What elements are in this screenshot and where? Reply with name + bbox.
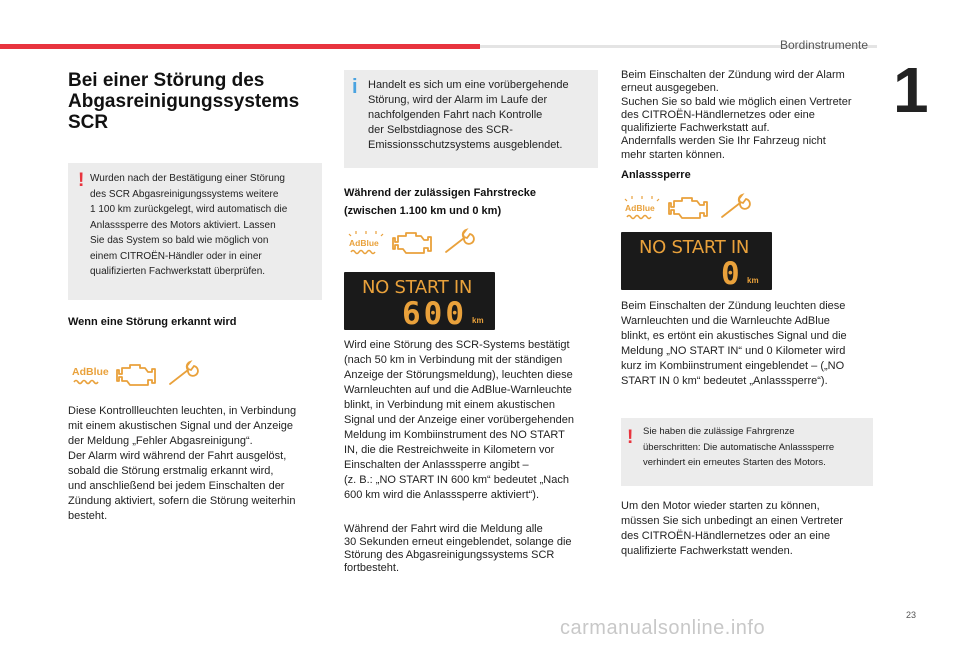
text-line: IN, die die Restreichweite in Kilometern vor bbox=[344, 444, 555, 456]
text-line: Sie haben die zulässige Fahrgrenze bbox=[643, 426, 795, 437]
text-line: Wird eine Störung des SCR-Systems bestätigt bbox=[344, 339, 570, 351]
display-no-start-0 bbox=[621, 232, 772, 290]
text-line: überschritten: Die automatische Anlasssperre bbox=[643, 441, 835, 453]
adblue-warning-icon bbox=[346, 228, 386, 258]
text-line: Störung des Abgasreinigungssystems SCR bbox=[344, 549, 555, 561]
text-line: besteht. bbox=[68, 510, 108, 522]
text-line: mit einem akustischen Signal und der Anzeige bbox=[68, 420, 294, 432]
svg-text:AdBlue: AdBlue bbox=[625, 203, 655, 213]
text-line: (nach 50 km in Verbindung mit der ständigen bbox=[344, 354, 563, 366]
info-box bbox=[344, 70, 598, 168]
page-number: 23 bbox=[906, 610, 917, 620]
text-line: mehr starten können. bbox=[621, 148, 725, 161]
heading-line: Bei einer Störung des bbox=[68, 70, 265, 91]
text-line: Suchen Sie so bald wie möglich einen Vertreter bbox=[621, 95, 852, 108]
watermark: carmanualsonline.info bbox=[560, 617, 766, 639]
text-line: müssen Sie sich unbedingt an einen Vertreter bbox=[621, 515, 843, 527]
text-line: erneut ausgegeben. bbox=[621, 82, 719, 95]
text-line: nachfolgenden Fahrt nach Kontrolle bbox=[368, 109, 543, 121]
text-line: qualifizierte Fachwerkstatt wenden. bbox=[621, 545, 793, 557]
chapter-number: 1 bbox=[893, 54, 929, 126]
page-heading bbox=[68, 70, 318, 133]
text-line: des CITROËN-Händlernetzes oder an eine bbox=[621, 530, 831, 542]
text-line: 30 Sekunden erneut eingeblendet, solange die bbox=[344, 536, 572, 548]
text-line: Wurden nach der Bestätigung einer Störung bbox=[90, 173, 285, 184]
lcd-distance-value: 0 bbox=[721, 256, 740, 292]
warning-icons-row bbox=[346, 228, 478, 258]
service-wrench-icon bbox=[718, 193, 754, 223]
lcd-message: NO START IN bbox=[639, 237, 750, 258]
text-line: und anschließend bei jedem Einschalten der bbox=[68, 480, 285, 492]
text-line: fortbesteht. bbox=[344, 562, 400, 574]
engine-warning-icon bbox=[668, 193, 712, 223]
text-line: Während der Fahrt wird die Meldung alle bbox=[344, 523, 543, 535]
text-line: Signal und der Anzeige einer vorübergehenden bbox=[344, 414, 574, 426]
warning-exclamation-icon: ! bbox=[627, 427, 634, 448]
text-line: der Selbstdiagnose des SCR- bbox=[368, 124, 513, 136]
text-line: Anzeige der Störungsmeldung), leuchten diese bbox=[344, 369, 573, 381]
lcd-distance-value: 600 bbox=[402, 296, 467, 332]
warning-box bbox=[621, 418, 873, 486]
heading-line: Abgasreinigungssystems bbox=[68, 91, 300, 112]
text-line: Emissionsschutzsystems ausgeblendet. bbox=[368, 139, 563, 151]
body-text-fault bbox=[68, 404, 324, 524]
svg-text:AdBlue: AdBlue bbox=[72, 366, 109, 378]
warning-text bbox=[90, 171, 320, 280]
text-line: 1 100 km zurückgelegt, wird automatisch die bbox=[90, 204, 288, 215]
heading-line: SCR bbox=[68, 112, 109, 133]
display-no-start-600 bbox=[344, 272, 495, 330]
text-line: Andernfalls werden Sie Ihr Fahrzeug nicht bbox=[621, 135, 826, 148]
subheading-permitted-range bbox=[344, 184, 598, 220]
info-icon: i bbox=[352, 76, 358, 98]
text-line: qualifizierte Fachwerkstatt auf. bbox=[621, 122, 770, 135]
text-line: Meldung „NO START IN“ und 0 Kilometer wird bbox=[621, 345, 846, 357]
text-line: Handelt es sich um eine vorübergehende bbox=[368, 79, 569, 91]
adblue-warning-icon bbox=[622, 193, 662, 223]
body-text-start-lock bbox=[621, 299, 883, 389]
engine-warning-icon bbox=[116, 360, 160, 390]
service-wrench-icon bbox=[166, 360, 202, 390]
text-line: START IN 0 km“ bedeutet „Anlasssperre“). bbox=[621, 375, 828, 387]
text-line: qualifizierten Fachwerkstatt überprüfen. bbox=[90, 266, 266, 277]
adblue-warning-icon bbox=[70, 360, 110, 390]
lcd-unit: km bbox=[747, 276, 759, 285]
body-text-repeat bbox=[344, 523, 600, 575]
text-line: Während der zulässigen Fahrstrecke bbox=[344, 187, 536, 199]
text-line: Sie das System so bald wie möglich von bbox=[90, 235, 269, 246]
text-line: des CITROËN-Händlernetzes oder eine bbox=[621, 108, 815, 121]
text-line: der Meldung „Fehler Abgasreinigung“. bbox=[68, 435, 253, 447]
text-line: Um den Motor wieder starten zu können, bbox=[621, 500, 820, 512]
text-line: blinkt, es ertönt ein akustisches Signal und die bbox=[621, 330, 847, 342]
warning-exclamation-icon: ! bbox=[78, 170, 85, 191]
text-line: Einschalten der Anlasssperre angibt – bbox=[344, 459, 529, 471]
text-line: kurz im Kombiinstrument eingeblendet – („NO bbox=[621, 360, 845, 372]
text-line: blinkt, in Verbindung mit einem akustischen bbox=[344, 399, 555, 411]
text-line: (zwischen 1.100 km und 0 km) bbox=[344, 205, 502, 217]
text-line: Störung, wird der Alarm im Laufe der bbox=[368, 94, 548, 106]
text-line: Warnleuchten und die Warnleuchte AdBlue bbox=[621, 315, 830, 327]
warning-icons-row bbox=[70, 360, 202, 390]
text-line: Anlasssperre des Motors aktiviert. Lassen bbox=[90, 219, 276, 231]
subheading-fault-detected: Wenn eine Störung erkannt wird bbox=[68, 316, 237, 328]
svg-text:AdBlue: AdBlue bbox=[349, 238, 379, 248]
service-wrench-icon bbox=[442, 228, 478, 258]
warning-box bbox=[68, 163, 322, 300]
text-line: des SCR Abgasreinigungssystems weitere bbox=[90, 188, 279, 200]
engine-warning-icon bbox=[392, 228, 436, 258]
text-line: sobald die Störung erstmalig erkannt wird, bbox=[68, 465, 274, 477]
warning-icons-row bbox=[622, 193, 754, 223]
lcd-message: NO START IN bbox=[362, 277, 473, 298]
text-line: Der Alarm wird während der Fahrt ausgelöst, bbox=[68, 450, 287, 462]
body-text-restart-warning bbox=[621, 69, 881, 162]
body-text-range bbox=[344, 338, 600, 503]
warning-text bbox=[643, 424, 871, 471]
text-line: Warnleuchten auf und die AdBlue-Warnleuchte bbox=[344, 384, 572, 396]
text-line: Beim Einschalten der Zündung leuchten diese bbox=[621, 300, 846, 312]
text-line: verhindert ein erneutes Starten des Motors. bbox=[643, 457, 826, 468]
subheading-start-lock: Anlasssperre bbox=[621, 169, 691, 181]
lcd-unit: km bbox=[472, 316, 484, 325]
section-title: Bordinstrumente bbox=[780, 38, 869, 52]
info-text bbox=[368, 78, 596, 153]
text-line: Beim Einschalten der Zündung wird der Alarm bbox=[621, 69, 845, 81]
text-line: (z. B.: „NO START IN 600 km“ bedeutet „Nach bbox=[344, 474, 569, 486]
text-line: einem CITROËN-Händler oder in einer bbox=[90, 250, 262, 262]
header-red-bar bbox=[0, 44, 480, 49]
text-line: Diese Kontrollleuchten leuchten, in Verbindung bbox=[68, 405, 297, 417]
text-line: Meldung im Kombiinstrument des NO START bbox=[344, 429, 565, 441]
body-text-restart bbox=[621, 499, 883, 559]
text-line: Zündung aktiviert, sofern die Störung weiterhin bbox=[68, 495, 296, 507]
text-line: 600 km wird die Anlasssperre aktiviert“). bbox=[344, 489, 540, 501]
